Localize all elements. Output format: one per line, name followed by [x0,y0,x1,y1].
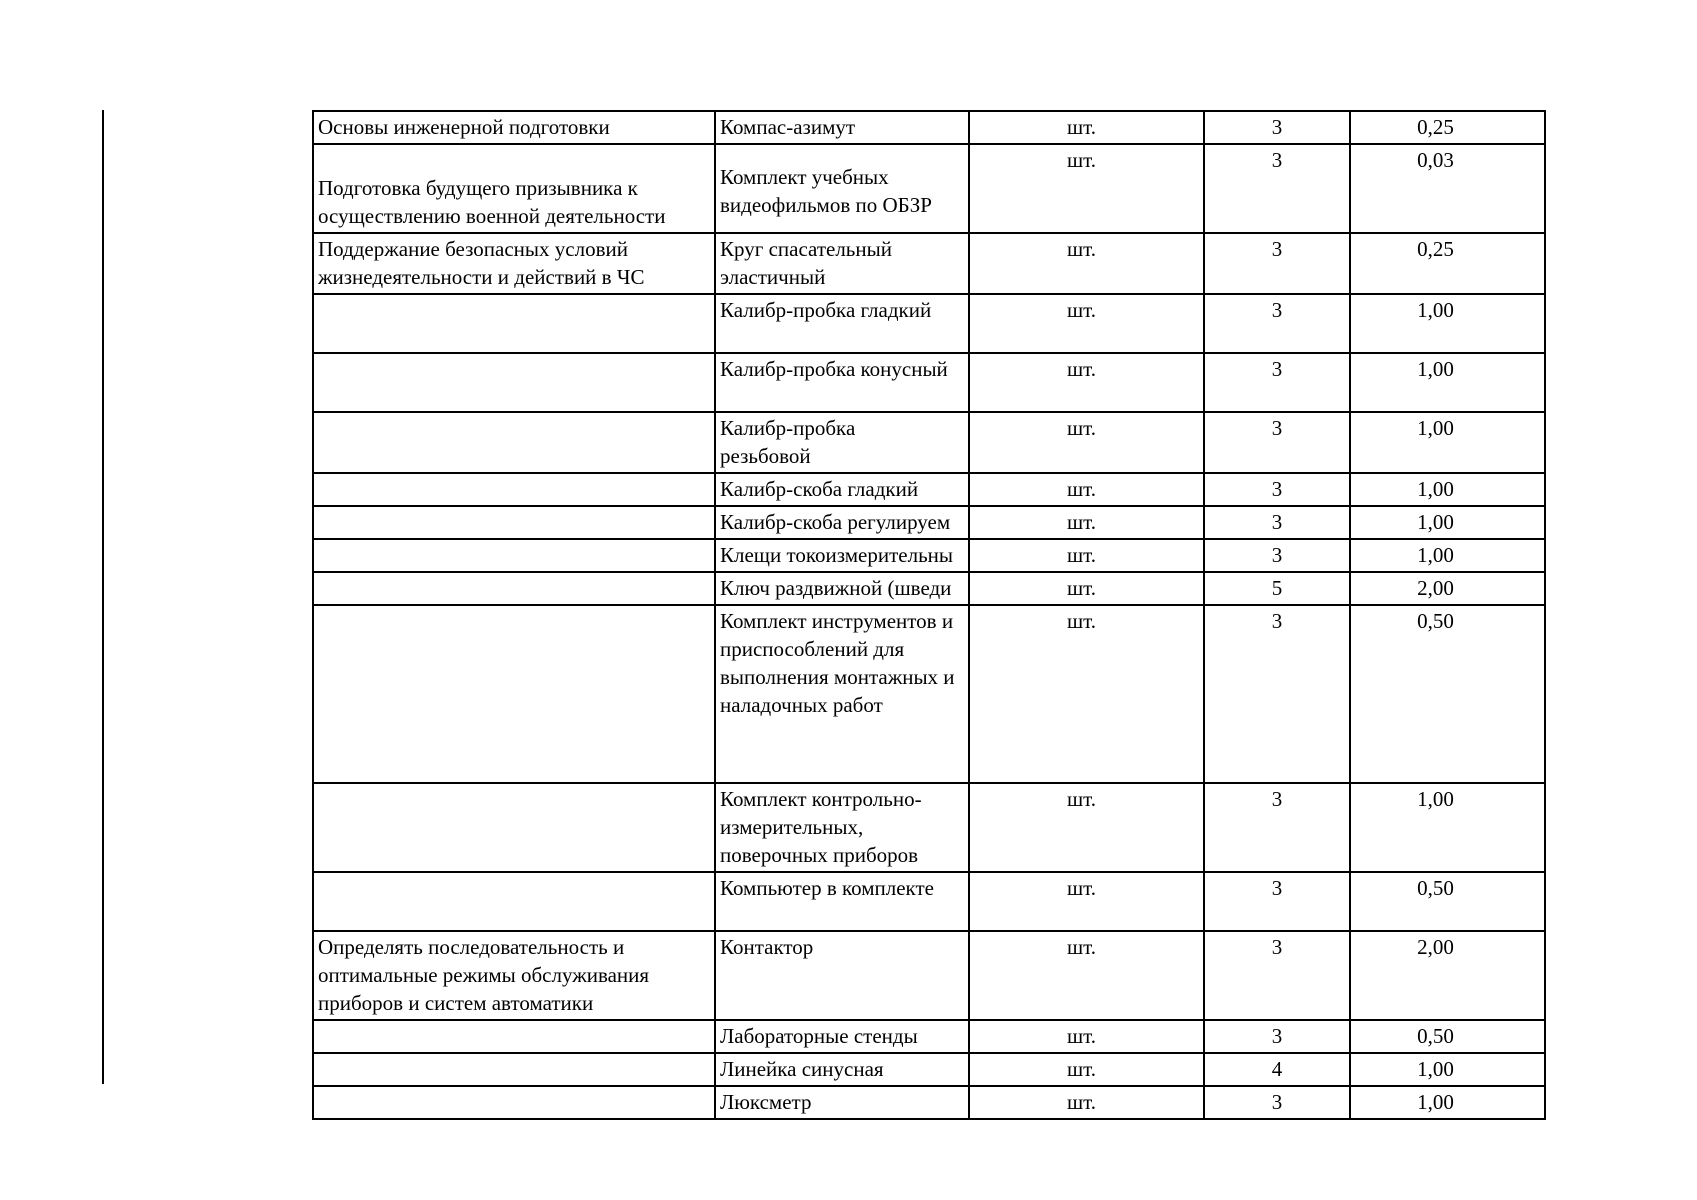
item-cell: Клещи токоизмерительны [715,539,969,572]
quantity-cell: 3 [1204,412,1350,473]
table-row [313,872,1545,931]
item-cell: Комплект учебных видеофильмов по ОБЗР [715,144,969,233]
item-cell: Калибр-пробка резьбовой [715,412,969,473]
table-row [313,539,1545,572]
left-margin-rule [102,110,104,1084]
topic-cell [313,473,715,506]
topic-cell [313,1086,715,1119]
unit-cell: шт. [969,931,1204,1020]
quantity-cell: 3 [1204,111,1350,144]
topic-cell: Основы инженерной подготовки [313,111,715,144]
unit-cell: шт. [969,294,1204,353]
unit-cell: шт. [969,111,1204,144]
unit-cell: шт. [969,1020,1204,1053]
quantity-cell: 3 [1204,233,1350,294]
unit-cell: шт. [969,783,1204,872]
topic-cell: Поддержание безопасных условий жизнедеятельности и действий в ЧС [313,233,715,294]
item-cell: Круг спасательный эластичный [715,233,969,294]
table-row [313,111,1545,144]
unit-cell: шт. [969,233,1204,294]
topic-cell: Определять последовательность и оптимальные режимы обслуживания приборов и систем автоматики [313,931,715,1020]
norm-cell: 1,00 [1350,539,1545,572]
table-row [313,353,1545,412]
table-row [313,572,1545,605]
unit-cell: шт. [969,605,1204,783]
unit-cell: шт. [969,353,1204,412]
quantity-cell: 3 [1204,539,1350,572]
table-row [313,294,1545,353]
item-cell: Компас-азимут [715,111,969,144]
item-cell: Калибр-пробка гладкий [715,294,969,353]
unit-cell: шт. [969,144,1204,233]
topic-cell [313,412,715,473]
table-row [313,233,1545,294]
quantity-cell: 3 [1204,353,1350,412]
quantity-cell: 3 [1204,1086,1350,1119]
norm-cell: 1,00 [1350,506,1545,539]
topic-cell [313,294,715,353]
table-row [313,1086,1545,1119]
norm-cell: 2,00 [1350,572,1545,605]
table-row [313,412,1545,473]
topic-cell: Подготовка будущего призывника к осуществлению военной деятельности [313,144,715,233]
quantity-cell: 3 [1204,931,1350,1020]
norm-cell: 1,00 [1350,473,1545,506]
item-cell: Комплект инструментов и приспособлений для выполнения монтажных и наладочных работ [715,605,969,783]
topic-cell [313,783,715,872]
topic-cell [313,572,715,605]
norm-cell: 1,00 [1350,1053,1545,1086]
table-row [313,506,1545,539]
unit-cell: шт. [969,1053,1204,1086]
unit-cell: шт. [969,1086,1204,1119]
quantity-cell: 3 [1204,473,1350,506]
unit-cell: шт. [969,412,1204,473]
norm-cell: 1,00 [1350,353,1545,412]
table-row [313,473,1545,506]
quantity-cell: 5 [1204,572,1350,605]
norm-cell: 0,50 [1350,1020,1545,1053]
quantity-cell: 3 [1204,294,1350,353]
quantity-cell: 3 [1204,872,1350,931]
quantity-cell: 3 [1204,1020,1350,1053]
unit-cell: шт. [969,572,1204,605]
equipment-table [312,110,1546,1120]
item-cell: Лабораторные стенды [715,1020,969,1053]
topic-cell [313,605,715,783]
norm-cell: 1,00 [1350,294,1545,353]
unit-cell: шт. [969,473,1204,506]
unit-cell: шт. [969,872,1204,931]
quantity-cell: 3 [1204,144,1350,233]
item-cell: Ключ раздвижной (шведи [715,572,969,605]
item-cell: Люксметр [715,1086,969,1119]
topic-cell [313,506,715,539]
norm-cell: 1,00 [1350,783,1545,872]
topic-cell [313,539,715,572]
topic-cell [313,872,715,931]
table-row [313,783,1545,872]
quantity-cell: 3 [1204,506,1350,539]
norm-cell: 2,00 [1350,931,1545,1020]
table-row [313,1020,1545,1053]
table-row [313,1053,1545,1086]
topic-cell [313,1020,715,1053]
norm-cell: 1,00 [1350,412,1545,473]
item-cell: Контактор [715,931,969,1020]
norm-cell: 1,00 [1350,1086,1545,1119]
norm-cell: 0,50 [1350,872,1545,931]
norm-cell: 0,25 [1350,233,1545,294]
item-cell: Калибр-скоба гладкий [715,473,969,506]
norm-cell: 0,25 [1350,111,1545,144]
table-row [313,605,1545,783]
quantity-cell: 4 [1204,1053,1350,1086]
table-row [313,144,1545,233]
norm-cell: 0,50 [1350,605,1545,783]
item-cell: Калибр-скоба регулируем [715,506,969,539]
quantity-cell: 3 [1204,783,1350,872]
topic-cell [313,353,715,412]
unit-cell: шт. [969,539,1204,572]
item-cell: Калибр-пробка конусный [715,353,969,412]
table-row [313,931,1545,1020]
item-cell: Компьютер в комплекте [715,872,969,931]
unit-cell: шт. [969,506,1204,539]
norm-cell: 0,03 [1350,144,1545,233]
item-cell: Комплект контрольно-измерительных, поверочных приборов [715,783,969,872]
quantity-cell: 3 [1204,605,1350,783]
topic-cell [313,1053,715,1086]
item-cell: Линейка синусная [715,1053,969,1086]
